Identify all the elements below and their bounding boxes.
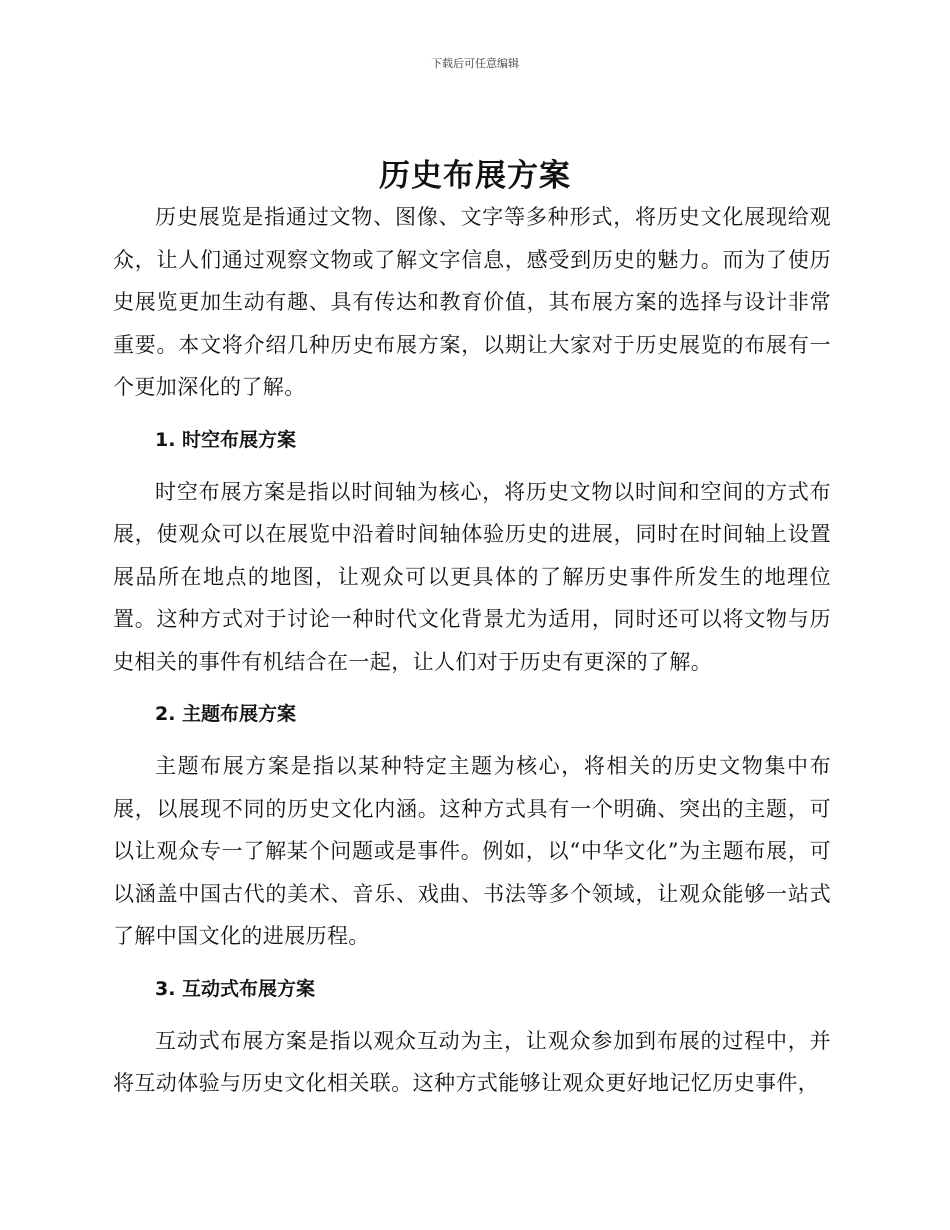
section-paragraph: 互动式布展方案是指以观众互动为主，让观众参加到布展的过程中，并将互动体验与历史文化相关联。这种方式能够让观众更好地记忆历史事件， bbox=[113, 1028, 831, 1095]
section-3 bbox=[113, 968, 831, 1105]
document-body bbox=[113, 196, 831, 1105]
section-1 bbox=[113, 419, 831, 684]
section-2 bbox=[113, 693, 831, 958]
section-paragraph: 时空布展方案是指以时间轴为核心，将历史文物以时间和空间的方式布展，使观众可以在展览中沿着时间轴体验历史的进展，同时在时间轴上设置展品所在地点的地图，让观众可以更具体的了解历史事件所发生的地理位置。这种方式对于讨论一种时代文化背景尤为适用，同时还可以将文物与历史相关的事件有机结合在一起，让人们对于历史有更深的了解。 bbox=[113, 479, 831, 674]
section-paragraph: 主题布展方案是指以某种特定主题为核心，将相关的历史文物集中布展，以展现不同的历史文化内涵。这种方式具有一个明确、突出的主题，可以让观众专一了解某个问题或是事件。例如，以“中华文化”为主题布展，可以涵盖中国古代的美术、音乐、戏曲、书法等多个领域，让观众能够一站式了解中国文化的进展历程。 bbox=[113, 754, 831, 948]
intro-paragraph: 历史展览是指通过文物、图像、文字等多种形式，将历史文化展现给观众，让人们通过观察文物或了解文字信息，感受到历史的魅力。而为了使历史展览更加生动有趣、具有传达和教育价值，其布展方案的选择与设计非常重要。本文将介绍几种历史布展方案，以期让大家对于历史展览的布展有一个更加深化的了解。 bbox=[113, 205, 831, 399]
section-heading: 2. 主题布展方案 bbox=[155, 703, 297, 725]
document-title: 历史布展方案 bbox=[379, 158, 571, 194]
section-heading: 1. 时空布展方案 bbox=[155, 428, 297, 451]
header-note: 下载后可任意编辑 bbox=[431, 57, 519, 70]
section-heading: 3. 互动式布展方案 bbox=[155, 977, 316, 1000]
